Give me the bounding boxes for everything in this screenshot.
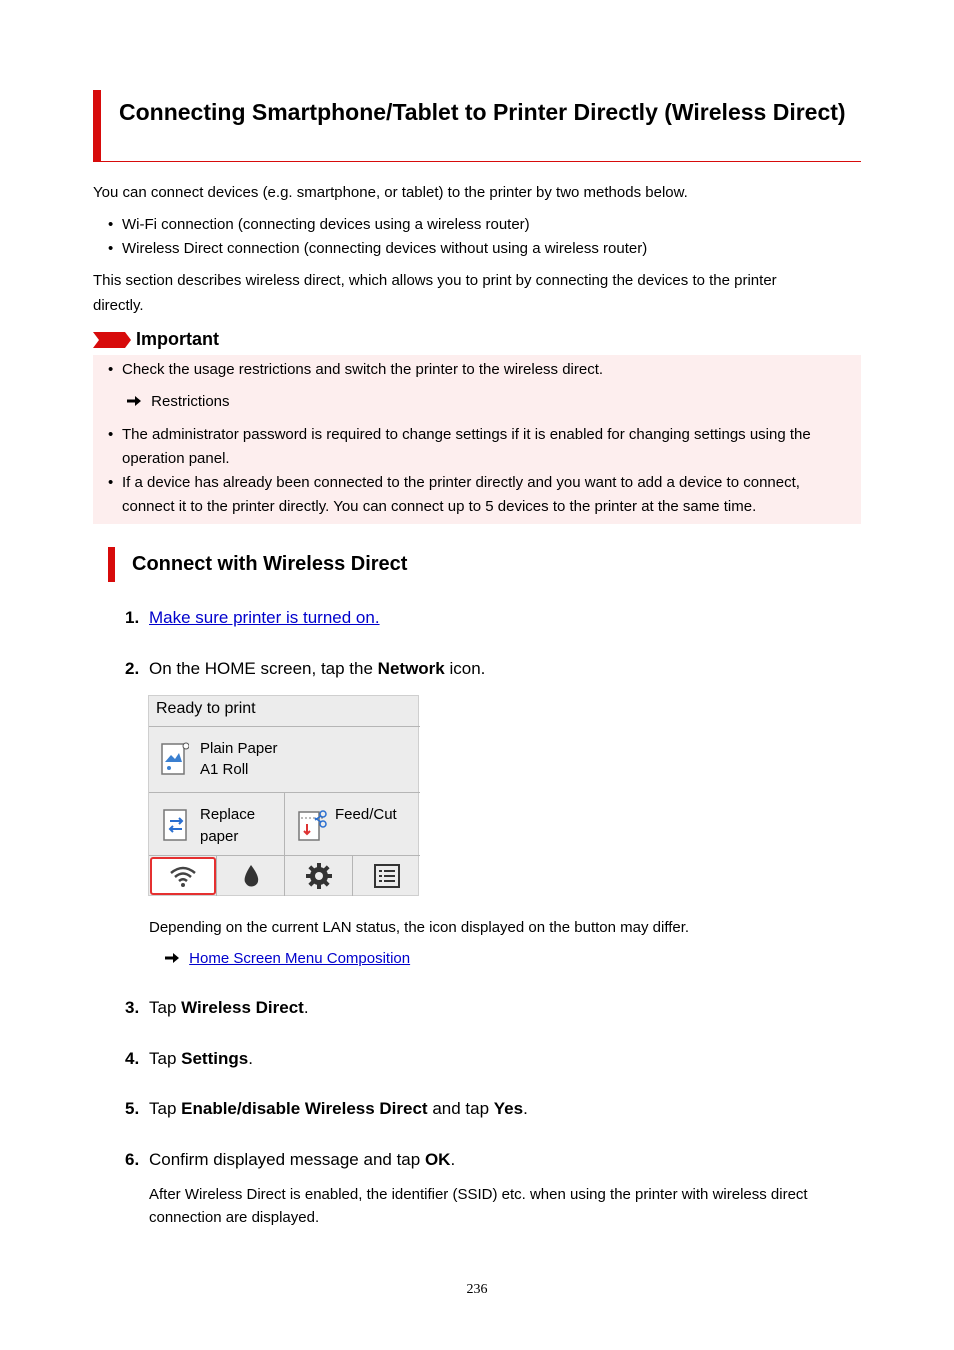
setup-button[interactable] xyxy=(285,856,353,896)
step-text: and tap xyxy=(427,1099,494,1118)
important-item: Check the usage restrictions and switch the printer to the wireless direct. xyxy=(122,361,604,378)
list-item: • Check the usage restrictions and switch the printer to the wireless direct. xyxy=(108,361,604,378)
step-number: 4. xyxy=(125,1049,140,1068)
step-text: . xyxy=(450,1150,456,1169)
power-on-link[interactable]: Make sure printer is turned on. xyxy=(149,608,380,627)
important-label: Important xyxy=(136,329,219,349)
replace-paper-icon xyxy=(161,808,191,844)
step-text: . xyxy=(523,1099,528,1118)
replace-paper-label: Replace xyxy=(200,806,256,823)
restrictions-link[interactable]: Restrictions xyxy=(151,393,230,410)
feed-cut-icon xyxy=(297,808,331,844)
step-number: 6. xyxy=(125,1150,140,1169)
step-bold: Yes xyxy=(493,1099,524,1118)
network-button[interactable] xyxy=(149,856,217,896)
section-title: Connect with Wireless Direct xyxy=(132,553,408,575)
gear-icon xyxy=(306,863,332,889)
home-menu-link-row[interactable] xyxy=(165,947,410,970)
page-title: Connecting Smartphone/Tablet to Printer Directly (Wireless Direct) xyxy=(119,99,846,125)
step-text: Tap xyxy=(149,1049,182,1068)
description-line: This section describes wireless direct, which allows you to print by connecting the devices to the printer xyxy=(93,272,777,289)
list-icon xyxy=(374,864,400,888)
important-item: The administrator password is required to change settings if it is enabled for changing settings using the xyxy=(122,426,811,443)
screen-status: Ready to print xyxy=(156,700,256,717)
step-6 xyxy=(125,1149,456,1171)
feed-cut-label: Feed/Cut xyxy=(335,806,397,823)
step-bold: Wireless Direct xyxy=(181,998,304,1017)
list-item: • Wi-Fi connection (connecting devices using a wireless router) xyxy=(108,216,530,233)
step-bold: Enable/disable Wireless Direct xyxy=(181,1099,428,1118)
step-1 xyxy=(125,607,380,629)
important-item: If a device has already been connected to the printer directly and you want to add a device to connect, xyxy=(122,474,800,491)
step-bold: OK xyxy=(424,1150,451,1169)
step-text: . xyxy=(248,1049,253,1068)
paper-type: Plain Paper xyxy=(200,740,278,757)
step-number: 3. xyxy=(125,998,140,1017)
page-title-block xyxy=(93,90,861,162)
step-text: Tap xyxy=(149,998,182,1017)
list-item: • The administrator password is required to change settings if it is enabled for changing settings using the xyxy=(108,426,811,443)
important-chevrons-icon xyxy=(93,329,133,351)
home-screen-illustration xyxy=(148,695,419,896)
page-number: 236 xyxy=(466,1282,488,1297)
step-4 xyxy=(125,1048,253,1070)
restrictions-link-row[interactable] xyxy=(127,390,230,414)
step-2-note: Depending on the current LAN status, the icon displayed on the button may differ. xyxy=(149,919,690,936)
arrow-right-icon xyxy=(165,953,179,963)
step-3 xyxy=(125,997,309,1019)
intro-text: You can connect devices (e.g. smartphone, or tablet) to the printer by two methods below. xyxy=(93,184,688,201)
divider xyxy=(149,726,420,727)
home-screen-menu-link[interactable]: Home Screen Menu Composition xyxy=(189,950,411,967)
step-text: Confirm displayed message and tap xyxy=(149,1150,425,1169)
list-item: • Wireless Direct connection (connecting devices without using a wireless router) xyxy=(108,240,648,257)
step-6-note: connection are displayed. xyxy=(149,1209,320,1226)
step-text: . xyxy=(303,998,309,1017)
step-bold: Network xyxy=(377,659,445,678)
list-item: • If a device has already been connected to the printer directly and you want to add a device to connect, xyxy=(108,474,800,491)
ink-drop-icon xyxy=(242,864,260,888)
step-number: 5. xyxy=(125,1099,140,1118)
ink-button[interactable] xyxy=(217,856,285,896)
paper-roll-icon xyxy=(159,740,189,778)
section-heading xyxy=(108,547,407,582)
menu-list-button[interactable] xyxy=(353,856,420,896)
step-number: 1. xyxy=(125,608,140,627)
arrow-right-icon xyxy=(127,396,141,406)
step-text: icon. xyxy=(444,659,486,678)
step-number: 2. xyxy=(125,659,140,678)
divider xyxy=(284,792,285,856)
step-bold: Settings xyxy=(181,1049,249,1068)
list-item-cont: connect it to the printer directly. You can connect up to 5 devices to the printer at the same time. xyxy=(122,498,757,515)
step-6-note: After Wireless Direct is enabled, the identifier (SSID) etc. when using the printer with wireless direct xyxy=(149,1186,808,1203)
method-wireless-direct: Wireless Direct connection (connecting devices without using a wireless router) xyxy=(122,240,648,257)
list-item-cont: operation panel. xyxy=(122,450,230,467)
step-5 xyxy=(125,1098,528,1120)
replace-paper-label: paper xyxy=(200,828,239,845)
step-text: Tap xyxy=(149,1099,182,1118)
step-text: On the HOME screen, tap the xyxy=(149,659,378,678)
wifi-icon xyxy=(169,864,197,888)
method-wifi: Wi-Fi connection (connecting devices using a wireless router) xyxy=(122,216,530,233)
step-2 xyxy=(125,658,486,680)
description-line: directly. xyxy=(93,297,144,314)
paper-size: A1 Roll xyxy=(200,761,249,778)
